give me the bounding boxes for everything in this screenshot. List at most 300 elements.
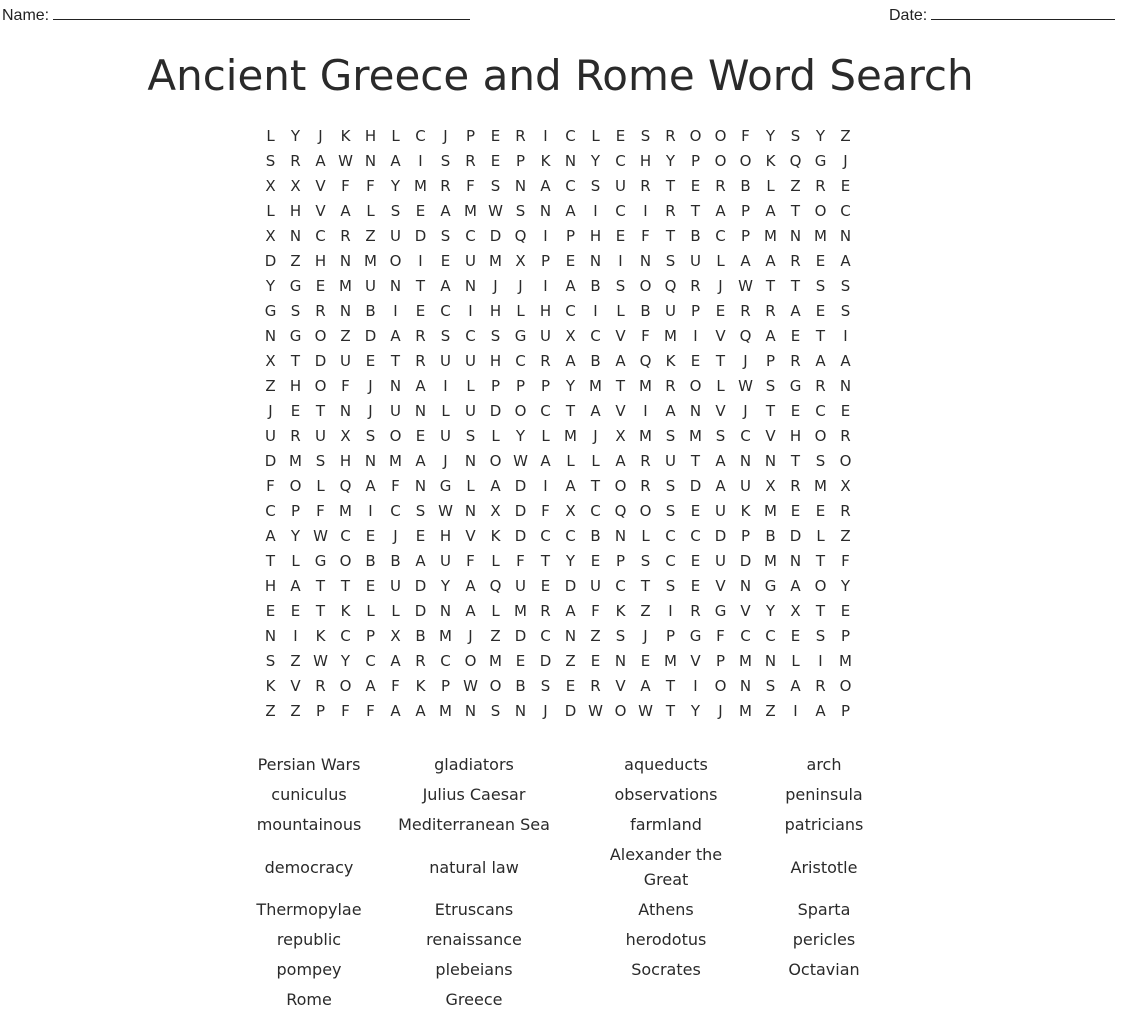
grid-letter: N — [564, 152, 577, 170]
grid-letter: I — [543, 477, 548, 495]
grid-letter: F — [341, 177, 350, 195]
grid-letter: V — [765, 427, 776, 445]
grid-letter: M — [339, 502, 352, 520]
grid-letter: S — [815, 627, 826, 645]
grid-letter: I — [368, 502, 373, 520]
grid-letter: R — [415, 652, 426, 670]
grid-letter: U — [740, 477, 751, 495]
grid-letter: L — [466, 477, 475, 495]
grid-letter: O — [839, 677, 852, 695]
grid-letter: O — [514, 402, 527, 420]
grid-letter: S — [490, 177, 501, 195]
grid-letter: B — [690, 227, 701, 245]
grid-letter: L — [816, 527, 825, 545]
grid-letter: S — [615, 277, 626, 295]
grid-letter: H — [489, 352, 502, 370]
grid-letter: R — [790, 352, 801, 370]
grid-letter: O — [739, 152, 752, 170]
grid-letter: R — [540, 602, 551, 620]
grid-letter: A — [540, 177, 551, 195]
grid-letter: N — [439, 602, 452, 620]
grid-letter: N — [464, 277, 477, 295]
grid-letter: B — [765, 527, 776, 545]
grid-letter: E — [615, 227, 626, 245]
grid-letter: A — [415, 452, 426, 470]
grid-letter: N — [739, 452, 752, 470]
grid-letter: N — [289, 227, 302, 245]
grid-letter: T — [765, 277, 776, 295]
grid-letter: R — [290, 152, 301, 170]
grid-letter: T — [665, 227, 676, 245]
grid-letter: M — [639, 377, 652, 395]
grid-letter: U — [590, 577, 601, 595]
grid-letter: M — [289, 452, 302, 470]
grid-letter: O — [464, 652, 477, 670]
grid-letter: R — [315, 302, 326, 320]
grid-letter: T — [265, 552, 276, 570]
grid-letter: J — [443, 127, 448, 145]
word-list-item: aqueducts — [624, 755, 708, 774]
grid-letter: S — [515, 202, 526, 220]
grid-letter: X — [265, 177, 276, 195]
grid-letter: J — [468, 627, 473, 645]
word-list-item: Thermopylae — [256, 900, 362, 919]
grid-letter: F — [541, 502, 550, 520]
grid-letter: D — [739, 552, 752, 570]
grid-letter: C — [465, 327, 476, 345]
grid-letter: B — [590, 527, 601, 545]
grid-letter: R — [815, 377, 826, 395]
grid-letter: P — [740, 527, 751, 545]
grid-letter: X — [765, 477, 776, 495]
grid-letter: S — [640, 552, 651, 570]
grid-letter: D — [714, 527, 727, 545]
grid-letter: E — [365, 352, 376, 370]
grid-letter: N — [739, 577, 752, 595]
grid-letter: U — [465, 402, 476, 420]
grid-letter: H — [789, 427, 802, 445]
grid-letter: I — [393, 302, 398, 320]
grid-letter: C — [615, 202, 626, 220]
grid-letter: A — [765, 202, 776, 220]
grid-letter: P — [615, 552, 626, 570]
grid-letter: I — [468, 302, 473, 320]
grid-letter: V — [315, 202, 326, 220]
grid-letter: C — [440, 652, 451, 670]
grid-letter: K — [490, 527, 501, 545]
grid-letter: U — [665, 302, 676, 320]
grid-letter: U — [540, 327, 551, 345]
grid-letter: U — [315, 427, 326, 445]
grid-letter: X — [290, 177, 301, 195]
grid-letter: N — [339, 402, 352, 420]
word-list-item: Alexander the Great — [609, 845, 723, 889]
grid-letter: C — [390, 502, 401, 520]
grid-letter: N — [264, 327, 277, 345]
word-list-item: renaissance — [426, 930, 522, 949]
grid-letter: C — [365, 652, 376, 670]
grid-letter: L — [491, 602, 500, 620]
grid-letter: P — [665, 627, 676, 645]
grid-letter: Z — [765, 702, 776, 720]
grid-letter: E — [790, 502, 801, 520]
grid-letter: B — [415, 627, 426, 645]
grid-letter: E — [715, 302, 726, 320]
grid-letter: L — [766, 177, 775, 195]
grid-letter: F — [741, 127, 750, 145]
grid-letter: A — [290, 577, 301, 595]
grid-letter: I — [418, 252, 423, 270]
grid-letter: J — [593, 427, 598, 445]
grid-letter: D — [264, 252, 277, 270]
grid-letter: S — [365, 427, 376, 445]
grid-letter: R — [690, 277, 701, 295]
grid-letter: Q — [739, 327, 752, 345]
grid-letter: S — [265, 152, 276, 170]
grid-letter: U — [440, 352, 451, 370]
grid-letter: T — [540, 552, 551, 570]
grid-letter: J — [718, 277, 723, 295]
grid-letter: G — [439, 477, 452, 495]
grid-letter: A — [265, 527, 276, 545]
grid-letter: K — [665, 352, 676, 370]
grid-letter: C — [565, 177, 576, 195]
grid-letter: E — [790, 402, 801, 420]
grid-letter: F — [466, 552, 475, 570]
grid-letter: H — [314, 252, 327, 270]
grid-letter: Q — [514, 227, 527, 245]
grid-letter: G — [814, 152, 827, 170]
grid-letter: E — [815, 302, 826, 320]
grid-letter: S — [840, 277, 851, 295]
grid-letter: I — [693, 327, 698, 345]
grid-letter: T — [590, 477, 601, 495]
date-label: Date: — [889, 7, 928, 24]
grid-letter: Z — [290, 702, 301, 720]
grid-letter: B — [640, 302, 651, 320]
grid-letter: M — [514, 602, 527, 620]
grid-letter: M — [564, 427, 577, 445]
grid-letter: F — [641, 227, 650, 245]
grid-letter: S — [440, 327, 451, 345]
grid-letter: O — [389, 252, 402, 270]
grid-letter: T — [640, 577, 651, 595]
grid-letter: M — [664, 327, 677, 345]
grid-letter: X — [390, 627, 401, 645]
grid-letter: C — [540, 402, 551, 420]
grid-letter: F — [391, 477, 400, 495]
grid-letter: B — [515, 677, 526, 695]
grid-letter: N — [464, 502, 477, 520]
grid-letter: T — [790, 452, 801, 470]
grid-letter: S — [440, 227, 451, 245]
grid-letter: Y — [565, 377, 576, 395]
grid-letter: A — [390, 702, 401, 720]
grid-letter: D — [264, 452, 277, 470]
grid-letter: J — [493, 277, 498, 295]
grid-letter: J — [443, 452, 448, 470]
word-list-item: Sparta — [797, 900, 851, 919]
grid-letter: P — [315, 702, 326, 720]
word-list-item: mountainous — [256, 815, 362, 834]
grid-letter: T — [665, 677, 676, 695]
word-list-item: observations — [614, 785, 718, 804]
letter-grid — [258, 124, 858, 724]
word-list-item: Socrates — [631, 960, 701, 979]
grid-letter: N — [264, 627, 277, 645]
grid-letter: M — [489, 252, 502, 270]
grid-letter: T — [790, 202, 801, 220]
grid-letter: E — [790, 627, 801, 645]
grid-letter: T — [315, 602, 326, 620]
grid-letter: I — [818, 652, 823, 670]
grid-letter: Y — [440, 577, 451, 595]
grid-letter: W — [638, 702, 653, 720]
grid-letter: H — [364, 127, 377, 145]
grid-letter: G — [764, 577, 777, 595]
grid-letter: F — [841, 552, 850, 570]
grid-letter: D — [364, 327, 377, 345]
word-list-item: Rome — [286, 990, 332, 1009]
grid-letter: M — [439, 702, 452, 720]
grid-letter: B — [365, 302, 376, 320]
grid-letter: R — [815, 177, 826, 195]
grid-letter: O — [714, 677, 727, 695]
grid-letter: U — [340, 352, 351, 370]
grid-letter: H — [639, 152, 652, 170]
grid-letter: E — [490, 152, 501, 170]
grid-letter: A — [790, 577, 801, 595]
grid-letter: W — [588, 702, 603, 720]
grid-letter: E — [415, 202, 426, 220]
grid-letter: A — [415, 552, 426, 570]
grid-letter: E — [815, 502, 826, 520]
grid-letter: M — [764, 502, 777, 520]
grid-letter: T — [765, 402, 776, 420]
grid-letter: A — [365, 677, 376, 695]
grid-letter: U — [440, 427, 451, 445]
grid-letter: E — [365, 527, 376, 545]
grid-letter: N — [839, 377, 852, 395]
grid-letter: E — [265, 602, 276, 620]
grid-letter: S — [390, 202, 401, 220]
grid-letter: J — [718, 702, 723, 720]
grid-letter: V — [290, 677, 301, 695]
grid-letter: M — [464, 202, 477, 220]
grid-letter: N — [514, 177, 527, 195]
grid-letter: L — [566, 452, 575, 470]
grid-letter: S — [715, 427, 726, 445]
grid-letter: T — [315, 402, 326, 420]
grid-letter: C — [540, 527, 551, 545]
grid-letter: A — [715, 202, 726, 220]
grid-letter: I — [693, 677, 698, 695]
grid-letter: E — [790, 327, 801, 345]
grid-letter: W — [513, 452, 528, 470]
grid-letter: L — [491, 552, 500, 570]
grid-letter: E — [840, 177, 851, 195]
word-list-item: pompey — [276, 960, 342, 979]
grid-letter: R — [740, 302, 751, 320]
grid-letter: U — [690, 252, 701, 270]
grid-letter: J — [843, 152, 848, 170]
grid-letter: E — [840, 402, 851, 420]
grid-letter: T — [390, 352, 401, 370]
word-list-item: Octavian — [788, 960, 860, 979]
grid-letter: V — [715, 402, 726, 420]
grid-letter: R — [415, 352, 426, 370]
grid-letter: L — [266, 202, 275, 220]
grid-letter: C — [665, 527, 676, 545]
grid-letter: B — [390, 552, 401, 570]
grid-letter: D — [514, 502, 527, 520]
grid-letter: L — [541, 427, 550, 445]
grid-letter: R — [315, 677, 326, 695]
grid-letter: U — [390, 402, 401, 420]
grid-letter: A — [640, 677, 651, 695]
grid-letter: O — [339, 677, 352, 695]
grid-letter: Z — [840, 527, 851, 545]
grid-letter: A — [390, 327, 401, 345]
grid-letter: J — [393, 527, 398, 545]
grid-letter: S — [490, 327, 501, 345]
grid-letter: P — [365, 627, 376, 645]
grid-letter: A — [790, 677, 801, 695]
grid-letter: D — [689, 477, 702, 495]
grid-letter: A — [790, 302, 801, 320]
grid-letter: R — [665, 202, 676, 220]
grid-letter: Y — [590, 152, 601, 170]
grid-letter: E — [290, 602, 301, 620]
grid-letter: J — [743, 352, 748, 370]
grid-letter: W — [338, 152, 353, 170]
grid-letter: O — [314, 327, 327, 345]
grid-letter: S — [665, 477, 676, 495]
grid-letter: D — [514, 477, 527, 495]
grid-letter: A — [490, 477, 501, 495]
grid-letter: R — [690, 602, 701, 620]
grid-letter: P — [440, 677, 451, 695]
grid-letter: C — [690, 527, 701, 545]
grid-letter: R — [440, 177, 451, 195]
grid-letter: E — [490, 127, 501, 145]
grid-letter: A — [565, 602, 576, 620]
grid-letter: M — [814, 477, 827, 495]
grid-letter: C — [740, 427, 751, 445]
date-blank-line — [931, 3, 1115, 20]
grid-letter: S — [540, 677, 551, 695]
grid-letter: W — [738, 277, 753, 295]
grid-letter: S — [415, 502, 426, 520]
grid-letter: O — [689, 127, 702, 145]
grid-letter: F — [391, 677, 400, 695]
grid-letter: A — [440, 277, 451, 295]
grid-letter: E — [815, 252, 826, 270]
grid-letter: H — [439, 527, 452, 545]
grid-letter: M — [364, 252, 377, 270]
grid-letter: H — [489, 302, 502, 320]
grid-letter: F — [366, 702, 375, 720]
grid-letter: Q — [639, 352, 652, 370]
grid-letter: V — [465, 527, 476, 545]
grid-letter: T — [565, 402, 576, 420]
grid-letter: I — [543, 277, 548, 295]
grid-letter: C — [615, 577, 626, 595]
grid-letter: Y — [340, 652, 351, 670]
grid-letter: Y — [265, 277, 276, 295]
grid-letter: L — [466, 377, 475, 395]
grid-letter: J — [368, 377, 373, 395]
grid-letter: I — [593, 202, 598, 220]
grid-letter: T — [715, 352, 726, 370]
grid-letter: Q — [339, 477, 352, 495]
grid-letter: J — [318, 127, 323, 145]
grid-letter: M — [739, 652, 752, 670]
grid-letter: P — [540, 252, 551, 270]
grid-letter: T — [815, 552, 826, 570]
grid-letter: U — [465, 352, 476, 370]
grid-letter: X — [265, 227, 276, 245]
grid-letter: V — [615, 402, 626, 420]
grid-letter: Y — [815, 127, 826, 145]
grid-letter: S — [840, 302, 851, 320]
grid-letter: A — [715, 477, 726, 495]
word-list-item: Aristotle — [790, 857, 858, 877]
word-list-item: Etruscans — [434, 900, 514, 919]
grid-letter: R — [715, 177, 726, 195]
grid-letter: M — [764, 227, 777, 245]
grid-letter: P — [490, 377, 501, 395]
grid-letter: M — [389, 452, 402, 470]
grid-letter: K — [340, 602, 351, 620]
word-list-item: cuniculus — [271, 785, 347, 804]
grid-letter: A — [715, 452, 726, 470]
grid-letter: E — [690, 577, 701, 595]
grid-letter: C — [340, 627, 351, 645]
word-list-item: Julius Caesar — [422, 785, 526, 804]
grid-letter: F — [716, 627, 725, 645]
grid-letter: B — [590, 352, 601, 370]
grid-letter: N — [414, 402, 427, 420]
grid-letter: X — [340, 427, 351, 445]
grid-letter: O — [339, 552, 352, 570]
grid-letter: Z — [290, 652, 301, 670]
grid-letter: C — [740, 627, 751, 645]
grid-letter: C — [565, 127, 576, 145]
grid-letter: L — [591, 452, 600, 470]
name-blank-line — [53, 3, 470, 20]
grid-letter: A — [315, 152, 326, 170]
grid-letter: O — [814, 202, 827, 220]
grid-letter: S — [290, 302, 301, 320]
grid-letter: A — [465, 602, 476, 620]
grid-letter: Q — [614, 502, 627, 520]
grid-letter: P — [740, 227, 751, 245]
grid-letter: T — [315, 577, 326, 595]
grid-letter: C — [590, 327, 601, 345]
grid-letter: N — [389, 277, 402, 295]
word-list-item: gladiators — [434, 755, 514, 774]
grid-letter: Z — [340, 327, 351, 345]
grid-letter: N — [564, 627, 577, 645]
grid-letter: U — [715, 502, 726, 520]
grid-letter: K — [415, 677, 426, 695]
grid-letter: X — [490, 502, 501, 520]
grid-letter: Y — [765, 602, 776, 620]
grid-letter: R — [540, 352, 551, 370]
grid-letter: U — [665, 452, 676, 470]
grid-letter: I — [618, 252, 623, 270]
